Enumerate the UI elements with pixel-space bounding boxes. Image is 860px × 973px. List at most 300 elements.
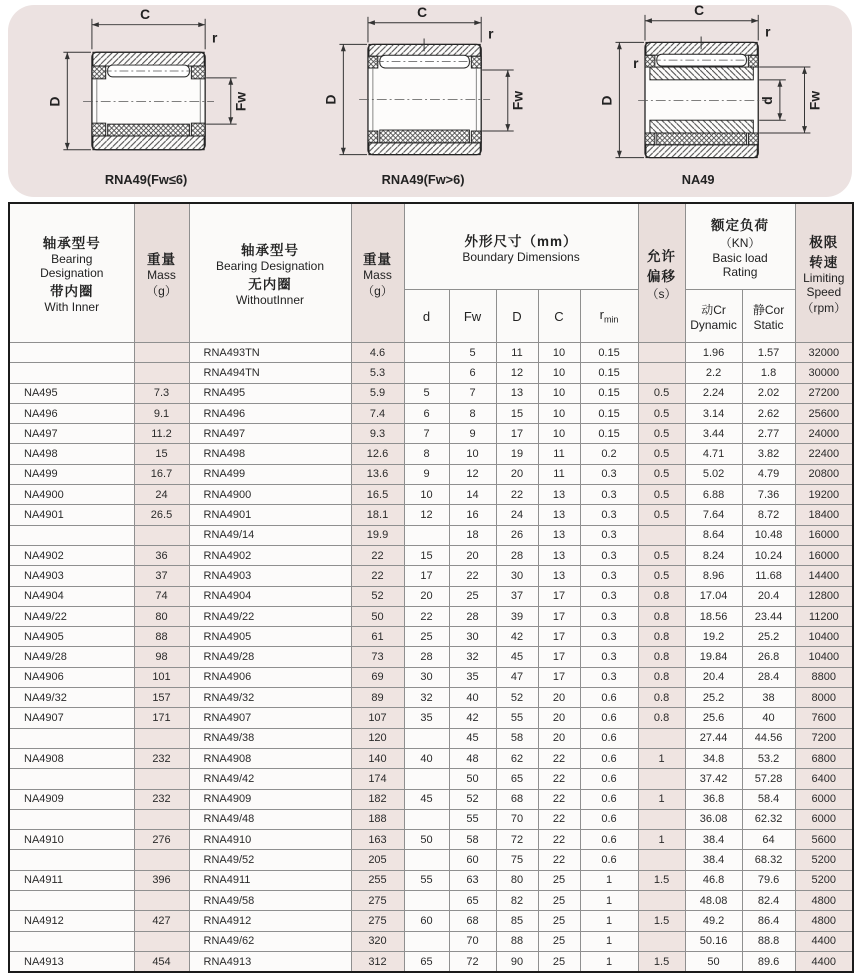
table-cell: 16.7 <box>134 464 189 484</box>
table-cell: 275 <box>351 891 404 911</box>
table-cell: 2.62 <box>742 403 795 423</box>
table-cell: 22 <box>538 748 580 768</box>
header-text: Bearing Designation <box>215 259 325 273</box>
table-cell: NA4901 <box>9 505 134 525</box>
table-cell: 20 <box>538 688 580 708</box>
table-cell: 50 <box>351 606 404 626</box>
table-cell: 7.36 <box>742 485 795 505</box>
table-cell: RNA4908 <box>189 748 351 768</box>
table-cell: 14 <box>449 485 496 505</box>
table-cell: 42 <box>449 708 496 728</box>
table-row <box>9 566 853 586</box>
table-cell: 75 <box>496 850 538 870</box>
table-cell: 427 <box>134 911 189 931</box>
table-cell: 2.24 <box>685 383 742 403</box>
table-cell: 27.44 <box>685 728 742 748</box>
header-text: Static <box>753 317 784 332</box>
header-text: Rating <box>722 265 758 279</box>
table-cell: RNA49/22 <box>189 606 351 626</box>
table-cell: 58 <box>496 728 538 748</box>
table-cell: NA496 <box>9 403 134 423</box>
table-cell: 8000 <box>795 688 853 708</box>
table-cell: 22 <box>538 850 580 870</box>
table-cell: 86.4 <box>742 911 795 931</box>
header-text: Speed <box>806 284 842 299</box>
table-cell: 24000 <box>795 424 853 444</box>
table-cell: 22 <box>538 809 580 829</box>
table-cell: 0.2 <box>580 444 638 464</box>
table-cell: 0.3 <box>580 667 638 687</box>
table-cell: 74 <box>134 586 189 606</box>
table-row <box>9 343 853 363</box>
table-cell: 4.6 <box>351 343 404 363</box>
table-cell: 20 <box>538 708 580 728</box>
table-row <box>9 424 853 444</box>
dim-label-Fw: Fw <box>510 90 526 111</box>
table-row <box>9 383 853 403</box>
table-cell: 55 <box>404 870 449 890</box>
table-cell: 1 <box>580 931 638 951</box>
table-cell: 17 <box>538 667 580 687</box>
table-cell <box>9 809 134 829</box>
table-cell <box>638 728 685 748</box>
table-cell: 62.32 <box>742 809 795 829</box>
table-cell: NA4909 <box>9 789 134 809</box>
table-cell: NA49/28 <box>9 647 134 667</box>
dim-label-D: D <box>47 96 63 107</box>
header-text: 轴承型号 <box>241 243 299 258</box>
table-row <box>9 911 853 931</box>
table-cell: 10 <box>538 383 580 403</box>
table-cell: 69 <box>351 667 404 687</box>
table-cell: 1 <box>638 830 685 850</box>
table-cell: 18400 <box>795 505 853 525</box>
col-header-C <box>538 290 580 343</box>
header-text: 转速 <box>809 254 839 270</box>
table-cell: 19.9 <box>351 525 404 545</box>
table-cell: 44.56 <box>742 728 795 748</box>
table-cell: 17 <box>496 424 538 444</box>
table-cell: 0.6 <box>580 728 638 748</box>
dim-label-C: C <box>140 6 151 22</box>
table-cell: 0.6 <box>580 708 638 728</box>
table-cell: 9.1 <box>134 403 189 423</box>
table-cell: 0.6 <box>580 830 638 850</box>
table-cell: 16000 <box>795 525 853 545</box>
table-cell: 30 <box>404 667 449 687</box>
table-cell: 82 <box>496 891 538 911</box>
table-cell: 1.5 <box>638 911 685 931</box>
bearing-diagrams-panel <box>8 2 852 197</box>
table-cell: 0.6 <box>580 789 638 809</box>
table-cell <box>9 363 134 383</box>
table-cell: 52 <box>449 789 496 809</box>
dim-label-Fw: Fw <box>233 91 249 112</box>
table-cell: 24 <box>134 485 189 505</box>
table-cell: 89.6 <box>742 951 795 972</box>
table-cell: 50 <box>404 830 449 850</box>
table-cell: 13 <box>496 383 538 403</box>
col-header-d <box>404 290 449 343</box>
header-text: 允许 <box>647 248 677 264</box>
table-cell: 5200 <box>795 850 853 870</box>
table-cell: RNA49/14 <box>189 525 351 545</box>
table-cell: 7.3 <box>134 383 189 403</box>
header-text: d <box>422 308 431 324</box>
table-cell: RNA497 <box>189 424 351 444</box>
table-cell: 72 <box>496 830 538 850</box>
table-cell: 205 <box>351 850 404 870</box>
table-cell <box>134 769 189 789</box>
table-cell <box>134 850 189 870</box>
table-cell: 20 <box>538 728 580 748</box>
table-cell <box>638 809 685 829</box>
table-cell: 22 <box>404 606 449 626</box>
table-cell <box>404 363 449 383</box>
table-cell: 25 <box>538 870 580 890</box>
table-cell: RNA494TN <box>189 363 351 383</box>
header-text: Limiting <box>803 270 845 285</box>
table-cell: 0.3 <box>580 485 638 505</box>
header-text: Fw <box>463 308 482 324</box>
table-cell: 72 <box>449 951 496 972</box>
table-cell: 232 <box>134 748 189 768</box>
table-cell <box>134 809 189 829</box>
table-cell: 7 <box>449 383 496 403</box>
table-cell: RNA49/32 <box>189 688 351 708</box>
table-cell: 55 <box>449 809 496 829</box>
table-cell: 25600 <box>795 403 853 423</box>
table-cell: 17 <box>538 647 580 667</box>
table-cell <box>134 525 189 545</box>
table-cell: 16000 <box>795 545 853 565</box>
table-row <box>9 870 853 890</box>
table-row <box>9 951 853 972</box>
table-cell: 28.4 <box>742 667 795 687</box>
table-cell: 171 <box>134 708 189 728</box>
table-row <box>9 627 853 647</box>
table-cell: 0.5 <box>638 545 685 565</box>
header-text: Basic load <box>712 251 768 265</box>
table-cell: 37 <box>496 586 538 606</box>
table-cell: 1 <box>638 789 685 809</box>
table-cell: 38.4 <box>685 830 742 850</box>
table-row <box>9 444 853 464</box>
header-text: Mass <box>147 267 176 282</box>
table-cell: NA4904 <box>9 586 134 606</box>
header-text: 重量 <box>147 251 176 267</box>
table-cell: 26 <box>496 525 538 545</box>
table-cell: 19.84 <box>685 647 742 667</box>
table-cell: 15 <box>134 444 189 464</box>
table-cell: 11 <box>538 444 580 464</box>
col-header-D <box>496 290 538 343</box>
table-cell: 0.8 <box>638 647 685 667</box>
table-cell: 30 <box>449 627 496 647</box>
header-text: 带内圈 <box>50 284 94 299</box>
table-cell: RNA499 <box>189 464 351 484</box>
table-cell: 13 <box>538 525 580 545</box>
table-cell: 5.02 <box>685 464 742 484</box>
dim-label-C: C <box>417 4 428 20</box>
table-cell: 13 <box>538 505 580 525</box>
table-cell: NA498 <box>9 444 134 464</box>
table-cell: 1.5 <box>638 870 685 890</box>
table-cell: 1.5 <box>638 951 685 972</box>
table-cell: 27200 <box>795 383 853 403</box>
table-cell: 9 <box>449 424 496 444</box>
table-cell: 13 <box>538 485 580 505</box>
table-cell: 60 <box>404 911 449 931</box>
table-cell: RNA4913 <box>189 951 351 972</box>
table-cell: 4.71 <box>685 444 742 464</box>
diagram-caption: RNA49(Fw>6) <box>381 172 465 188</box>
table-cell: RNA4902 <box>189 545 351 565</box>
table-cell <box>9 525 134 545</box>
table-cell: 12 <box>496 363 538 383</box>
header-text: （g） <box>146 283 177 298</box>
table-cell: 0.3 <box>580 566 638 586</box>
table-cell: 17.04 <box>685 586 742 606</box>
table-cell: 35 <box>404 708 449 728</box>
table-cell: 20800 <box>795 464 853 484</box>
table-cell: 60 <box>449 850 496 870</box>
table-cell: 101 <box>134 667 189 687</box>
table-cell: 63 <box>449 870 496 890</box>
table-cell: 163 <box>351 830 404 850</box>
table-cell: 120 <box>351 728 404 748</box>
table-cell: 23.44 <box>742 606 795 626</box>
table-cell: RNA4906 <box>189 667 351 687</box>
table-cell: 5.9 <box>351 383 404 403</box>
table-cell: 0.6 <box>580 850 638 870</box>
table-cell: 10 <box>538 343 580 363</box>
header-text: WithoutInner <box>235 293 305 307</box>
table-row <box>9 850 853 870</box>
table-cell: 5 <box>404 383 449 403</box>
table-cell: 255 <box>351 870 404 890</box>
table-cell: 2.02 <box>742 383 795 403</box>
table-cell <box>638 891 685 911</box>
table-cell: 38.4 <box>685 850 742 870</box>
table-cell <box>638 343 685 363</box>
table-cell: 6800 <box>795 748 853 768</box>
table-cell: 48 <box>449 748 496 768</box>
table-cell: 1 <box>638 748 685 768</box>
header-text: Dynamic <box>690 317 737 332</box>
table-cell: 18 <box>449 525 496 545</box>
table-cell: 70 <box>449 931 496 951</box>
table-cell: 25.2 <box>742 627 795 647</box>
table-cell: 7.64 <box>685 505 742 525</box>
table-cell: 454 <box>134 951 189 972</box>
table-row <box>9 606 853 626</box>
col-group-basic-load-rating <box>685 203 795 290</box>
table-cell: 0.15 <box>580 383 638 403</box>
table-cell: NA4905 <box>9 627 134 647</box>
table-cell: 10 <box>404 485 449 505</box>
header-text: 重量 <box>363 251 392 267</box>
table-cell: 174 <box>351 769 404 789</box>
table-cell: 17 <box>538 606 580 626</box>
table-row <box>9 667 853 687</box>
col-header-limiting-speed <box>795 203 853 343</box>
table-cell <box>404 850 449 870</box>
table-body <box>9 343 853 973</box>
table-cell: 45 <box>449 728 496 748</box>
table-cell: 12800 <box>795 586 853 606</box>
table-cell: 0.5 <box>638 566 685 586</box>
table-cell: RNA49/52 <box>189 850 351 870</box>
header-text: 偏移 <box>647 268 677 284</box>
header-text: D <box>512 308 522 324</box>
table-cell: 0.5 <box>638 464 685 484</box>
table-cell: RNA4905 <box>189 627 351 647</box>
table-cell <box>9 931 134 951</box>
table-cell: 10.24 <box>742 545 795 565</box>
header-text: 极限 <box>809 234 839 250</box>
table-cell: 5 <box>449 343 496 363</box>
table-cell: 7 <box>404 424 449 444</box>
table-cell: 4400 <box>795 931 853 951</box>
diagram-caption: RNA49(Fw≤6) <box>104 172 188 188</box>
table-cell: 7200 <box>795 728 853 748</box>
header-text: Boundary Dimensions <box>462 249 580 264</box>
header-text: With Inner <box>44 300 100 314</box>
header-text: （g） <box>362 283 393 298</box>
table-cell: 6 <box>449 363 496 383</box>
table-cell <box>134 363 189 383</box>
table-cell: 25 <box>538 931 580 951</box>
table-row <box>9 688 853 708</box>
table-cell <box>9 891 134 911</box>
col-header-with-inner <box>9 203 134 343</box>
table-row <box>9 505 853 525</box>
header-text-sub: min <box>603 314 619 325</box>
table-cell: RNA495 <box>189 383 351 403</box>
table-cell: 18.56 <box>685 606 742 626</box>
table-cell: 0.3 <box>580 647 638 667</box>
table-cell: 25 <box>449 586 496 606</box>
table-cell: 22 <box>538 769 580 789</box>
bearing-diagram-rna49-fw-gt6 <box>291 5 569 197</box>
table-cell: NA495 <box>9 383 134 403</box>
table-cell: 15 <box>496 403 538 423</box>
table-cell: 7.4 <box>351 403 404 423</box>
table-row <box>9 545 853 565</box>
table-cell: 5.3 <box>351 363 404 383</box>
table-cell: 11.68 <box>742 566 795 586</box>
table-cell: 10 <box>538 424 580 444</box>
table-cell <box>404 525 449 545</box>
table-cell: 8 <box>404 444 449 464</box>
dim-label-D: D <box>323 94 339 105</box>
table-cell: 20.4 <box>742 586 795 606</box>
dim-label-r: r <box>212 30 218 46</box>
table-cell: 3.44 <box>685 424 742 444</box>
table-cell: 0.6 <box>580 688 638 708</box>
col-header-without-inner <box>189 203 351 343</box>
table-cell: 4800 <box>795 911 853 931</box>
table-cell: 0.6 <box>580 769 638 789</box>
table-cell <box>404 769 449 789</box>
table-cell: 55 <box>496 708 538 728</box>
col-group-boundary-dimensions <box>404 203 638 290</box>
table-cell: 58.4 <box>742 789 795 809</box>
table-cell: 10 <box>449 444 496 464</box>
table-cell: 14400 <box>795 566 853 586</box>
table-cell: 0.3 <box>580 627 638 647</box>
table-cell: 1.96 <box>685 343 742 363</box>
col-header-fw <box>449 290 496 343</box>
table-cell: 82.4 <box>742 891 795 911</box>
table-cell: NA4900 <box>9 485 134 505</box>
table-cell: 12 <box>449 464 496 484</box>
col-header-static-cor <box>742 290 795 343</box>
table-cell <box>638 931 685 951</box>
table-cell: 275 <box>351 911 404 931</box>
table-cell: NA4907 <box>9 708 134 728</box>
table-cell: 36.8 <box>685 789 742 809</box>
table-cell: 19.2 <box>685 627 742 647</box>
table-cell: 0.6 <box>580 748 638 768</box>
table-cell: NA4912 <box>9 911 134 931</box>
table-cell: 13 <box>538 566 580 586</box>
table-row <box>9 586 853 606</box>
table-cell <box>134 891 189 911</box>
table-cell: NA4908 <box>9 748 134 768</box>
table-cell: RNA49/28 <box>189 647 351 667</box>
table-cell: 22 <box>351 566 404 586</box>
table-cell: RNA4911 <box>189 870 351 890</box>
table-cell: 0.6 <box>580 809 638 829</box>
table-cell: 0.8 <box>638 586 685 606</box>
table-cell: 37.42 <box>685 769 742 789</box>
table-cell: 2.2 <box>685 363 742 383</box>
table-cell: 396 <box>134 870 189 890</box>
dim-label-d: d <box>760 96 776 105</box>
header-text: C <box>554 308 564 324</box>
table-cell <box>404 891 449 911</box>
table-cell: 16 <box>449 505 496 525</box>
table-cell: 19 <box>496 444 538 464</box>
table-cell: 42 <box>496 627 538 647</box>
table-cell: 17 <box>404 566 449 586</box>
table-cell: 276 <box>134 830 189 850</box>
table-cell: 22 <box>538 789 580 809</box>
col-header-mass-1 <box>134 203 189 343</box>
table-cell: 0.3 <box>580 505 638 525</box>
table-cell: 0.3 <box>580 606 638 626</box>
table-cell <box>404 343 449 363</box>
table-cell <box>638 769 685 789</box>
table-cell: 36 <box>134 545 189 565</box>
table-cell: 26.8 <box>742 647 795 667</box>
table-cell: 68.32 <box>742 850 795 870</box>
table-cell: 13 <box>538 545 580 565</box>
table-cell: 25 <box>538 951 580 972</box>
table-cell: RNA4907 <box>189 708 351 728</box>
dim-label-D: D <box>599 95 615 106</box>
table-cell: 40 <box>449 688 496 708</box>
table-cell: 26.5 <box>134 505 189 525</box>
table-cell: 39 <box>496 606 538 626</box>
table-cell: 0.3 <box>580 586 638 606</box>
header-text: Bearing <box>51 252 93 266</box>
table-cell: 6 <box>404 403 449 423</box>
header-text: Designation <box>40 266 104 280</box>
datasheet-page <box>0 2 860 968</box>
